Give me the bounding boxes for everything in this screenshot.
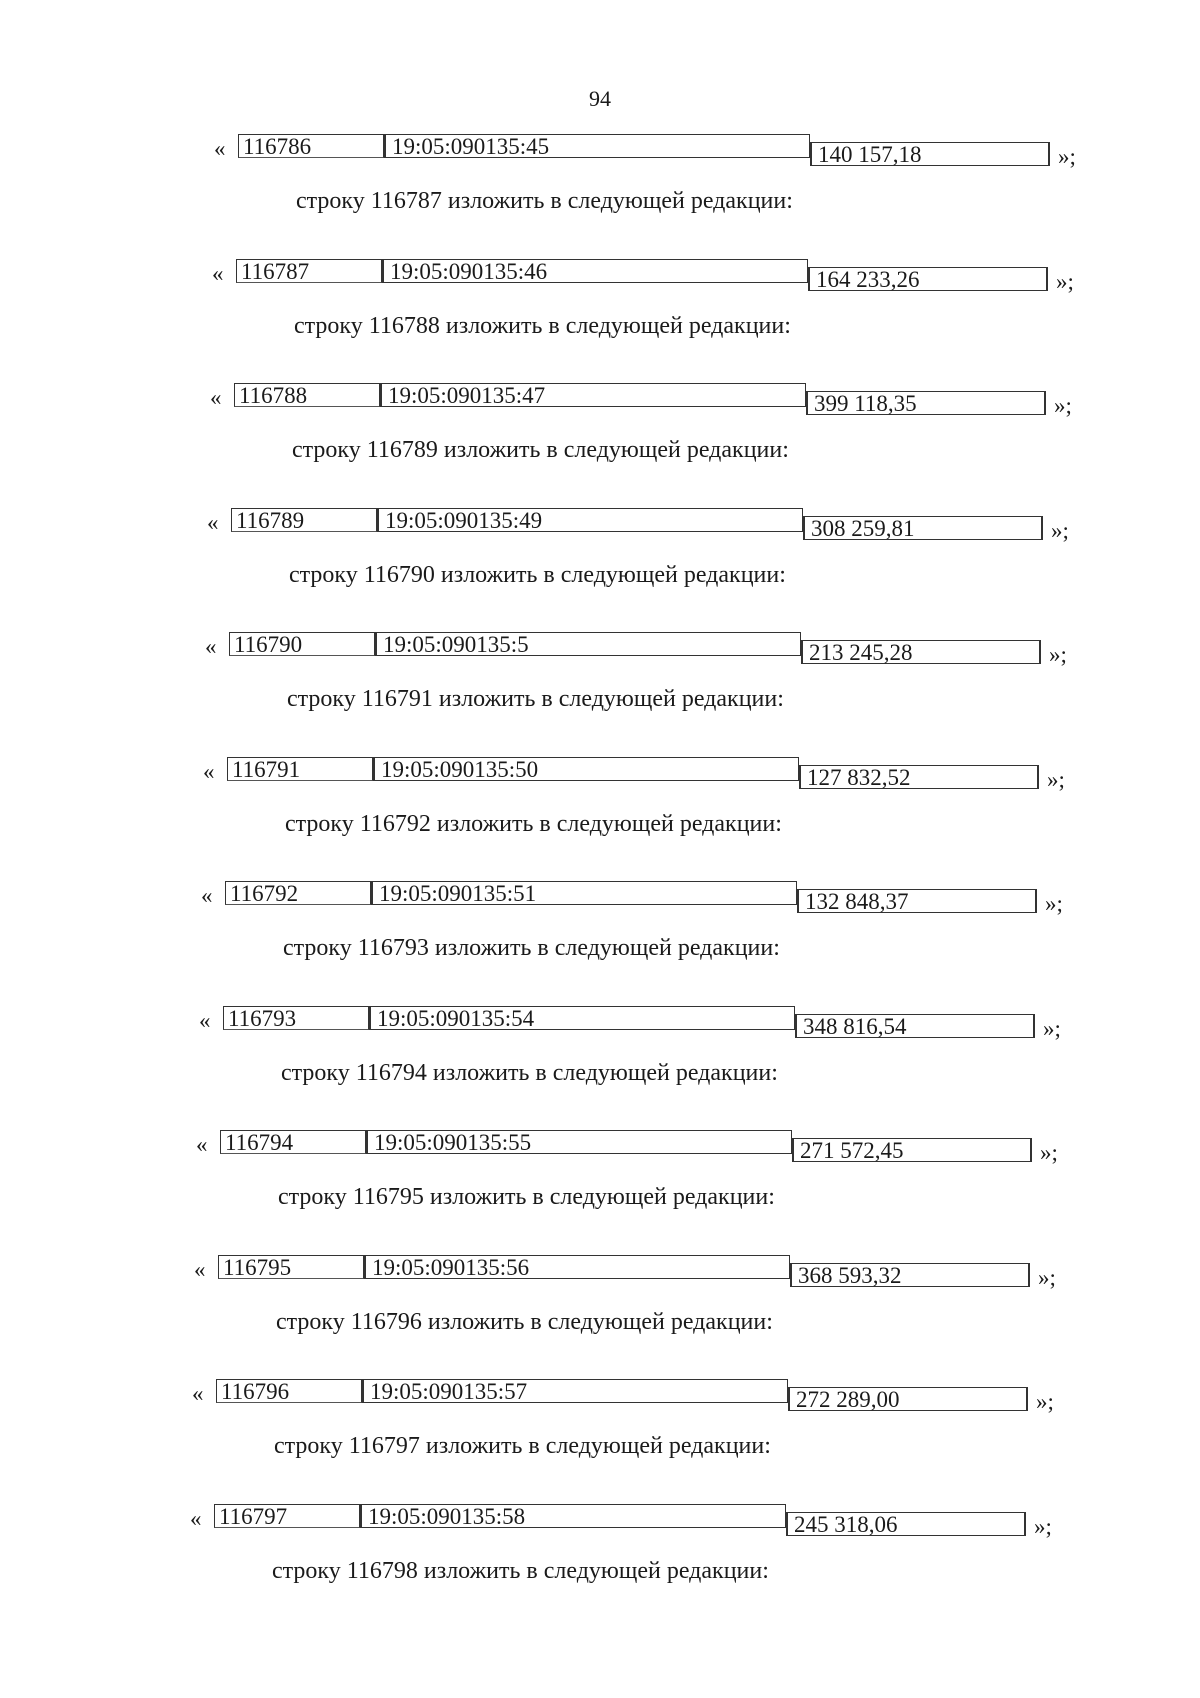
value-cell: 245 318,06 [786,1512,1026,1536]
row-number-cell: 116795 [218,1255,364,1279]
value-cell: 308 259,81 [803,516,1043,540]
opening-quote: « [192,1381,204,1406]
instruction-text: строку 116788 изложить в следующей редакции: [294,313,791,339]
opening-quote: « [207,510,219,535]
closing-quote: »; [1036,1389,1054,1414]
instruction-text: строку 116792 изложить в следующей редакции: [285,811,782,837]
row-number-cell: 116789 [231,508,377,532]
opening-quote: « [196,1132,208,1157]
table-row [192,1379,1054,1414]
row-number-cell: 116791 [227,757,373,781]
value-cell: 271 572,45 [792,1138,1032,1162]
value-cell: 140 157,18 [810,142,1050,166]
table-row [212,259,1074,294]
table-row [214,134,1076,169]
row-number-cell: 116786 [238,134,384,158]
closing-quote: »; [1045,891,1063,916]
table-row [207,508,1069,543]
value-cell: 213 245,28 [801,640,1041,664]
cadastral-number-cell: 19:05:090135:47 [380,383,806,407]
value-cell: 272 289,00 [788,1387,1028,1411]
opening-quote: « [205,634,217,659]
closing-quote: »; [1047,767,1065,792]
table-row [196,1130,1058,1165]
instruction-text: строку 116790 изложить в следующей редакции: [289,562,786,588]
instruction-text: строку 116787 изложить в следующей редакции: [296,188,793,214]
cadastral-number-cell: 19:05:090135:57 [362,1379,788,1403]
cadastral-number-cell: 19:05:090135:51 [371,881,797,905]
cadastral-number-cell: 19:05:090135:45 [384,134,810,158]
closing-quote: »; [1058,144,1076,169]
opening-quote: « [201,883,213,908]
instruction-text: строку 116797 изложить в следующей редакции: [274,1433,771,1459]
opening-quote: « [190,1506,202,1531]
row-number-cell: 116792 [225,881,371,905]
row-number-cell: 116794 [220,1130,366,1154]
table-row [199,1006,1061,1041]
row-number-cell: 116793 [223,1006,369,1030]
row-number-cell: 116797 [214,1504,360,1528]
closing-quote: »; [1043,1016,1061,1041]
instruction-text: строку 116789 изложить в следующей редакции: [292,437,789,463]
closing-quote: »; [1056,269,1074,294]
cadastral-number-cell: 19:05:090135:55 [366,1130,792,1154]
opening-quote: « [210,385,222,410]
row-number-cell: 116796 [216,1379,362,1403]
closing-quote: »; [1040,1140,1058,1165]
row-number-cell: 116790 [229,632,375,656]
closing-quote: »; [1034,1514,1052,1539]
opening-quote: « [203,759,215,784]
instruction-text: строку 116793 изложить в следующей редакции: [283,935,780,961]
instruction-text: строку 116798 изложить в следующей редакции: [272,1558,769,1584]
instruction-text: строку 116796 изложить в следующей редакции: [276,1309,773,1335]
value-cell: 399 118,35 [806,391,1046,415]
instruction-text: строку 116794 изложить в следующей редакции: [281,1060,778,1086]
table-row [201,881,1063,916]
value-cell: 368 593,32 [790,1263,1030,1287]
table-row [194,1255,1056,1290]
cadastral-number-cell: 19:05:090135:54 [369,1006,795,1030]
value-cell: 127 832,52 [799,765,1039,789]
table-row [205,632,1067,667]
cadastral-number-cell: 19:05:090135:49 [377,508,803,532]
table-row [210,383,1072,418]
cadastral-number-cell: 19:05:090135:46 [382,259,808,283]
opening-quote: « [199,1008,211,1033]
opening-quote: « [194,1257,206,1282]
table-row [203,757,1065,792]
instruction-text: строку 116791 изложить в следующей редакции: [287,686,784,712]
cadastral-number-cell: 19:05:090135:58 [360,1504,786,1528]
opening-quote: « [212,261,224,286]
instruction-text: строку 116795 изложить в следующей редакции: [278,1184,775,1210]
closing-quote: »; [1038,1265,1056,1290]
cadastral-number-cell: 19:05:090135:5 [375,632,801,656]
value-cell: 164 233,26 [808,267,1048,291]
value-cell: 348 816,54 [795,1014,1035,1038]
page-number: 94 [589,86,611,111]
opening-quote: « [214,136,226,161]
closing-quote: »; [1051,518,1069,543]
row-number-cell: 116788 [234,383,380,407]
table-row [190,1504,1052,1539]
closing-quote: »; [1054,393,1072,418]
cadastral-number-cell: 19:05:090135:56 [364,1255,790,1279]
row-number-cell: 116787 [236,259,382,283]
closing-quote: »; [1049,642,1067,667]
cadastral-number-cell: 19:05:090135:50 [373,757,799,781]
value-cell: 132 848,37 [797,889,1037,913]
